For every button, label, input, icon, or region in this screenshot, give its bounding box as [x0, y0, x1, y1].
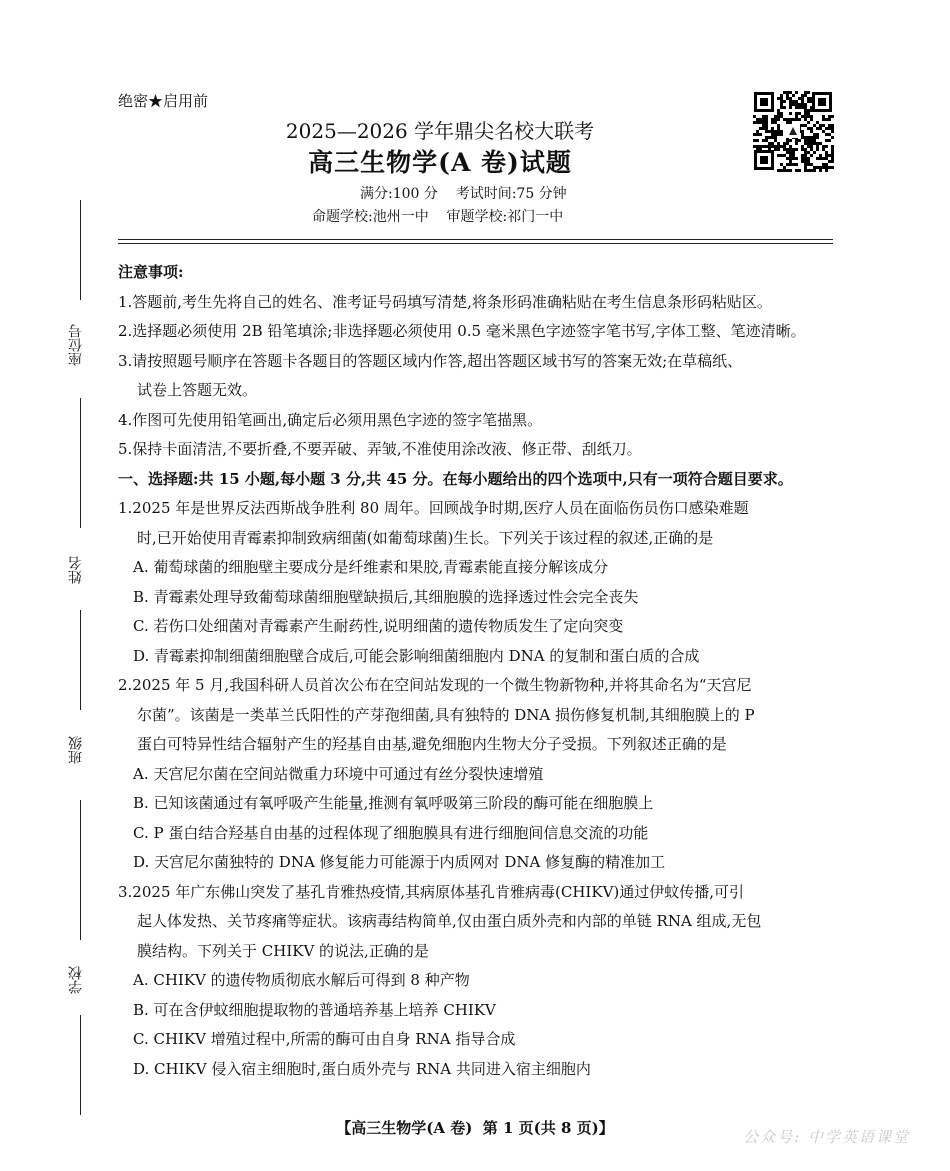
option-b: B. 可在含伊蚊细胞提取物的普通培养基上培养 CHIKV	[133, 1000, 496, 1019]
note-item: 试卷上答题无效。	[137, 381, 258, 399]
exam-title: 2025—2026 学年鼎尖名校大联考	[285, 119, 595, 143]
header-rule-thick	[118, 239, 833, 240]
question-stem: 起人体发热、关节疼痛等症状。该病毒结构简单,仅由蛋白质外壳和内部的单链 RNA 组成,无包	[137, 912, 762, 930]
score-info: 满分:100 分 考试时间:75 分钟	[360, 186, 567, 202]
question-stem: 2.2025 年 5 月,我国科研人员首次公布在空间站发现的一个微生物新物种,并将其命名为“天宫尼	[118, 676, 752, 694]
note-item: 5.保持卡面清洁,不要折叠,不要弄破、弄皱,不准使用涂改液、修正带、刮纸刀。	[118, 440, 642, 458]
option-c: C. 若伤口处细菌对青霉素产生耐药性,说明细菌的遗传物质发生了定向突变	[133, 617, 624, 635]
note-item: 2.选择题必须使用 2B 铅笔填涂;非选择题必须使用 0.5 毫米黑色字迹签字笔书写,字体工整、笔迹清晰。	[118, 322, 806, 340]
secret-label: 绝密★启用前	[118, 92, 209, 110]
option-c: C. CHIKV 增殖过程中,所需的酶可由自身 RNA 指导合成	[133, 1030, 516, 1048]
question-stem: 时,已开始使用青霉素抑制致病细菌(如葡萄球菌)生长。下列关于该过程的叙述,正确的是	[137, 528, 714, 547]
section-heading: 一、选择题:共 15 小题,每小题 3 分,共 45 分。在每小题给出的四个选项中,只有一项符合题目要求。	[118, 469, 793, 488]
question-3	[118, 878, 838, 1085]
question-1	[118, 494, 838, 671]
binding-line	[80, 200, 81, 300]
paper-title: 高三生物学(A 卷)试题	[308, 148, 572, 177]
binding-line	[80, 398, 81, 528]
name-label: 姓名	[68, 556, 84, 584]
option-a: A. CHIKV 的遗传物质彻底水解后可得到 8 种产物	[133, 971, 470, 989]
option-a: A. 葡萄球菌的细胞壁主要成分是纤维素和果胶,青霉素能直接分解该成分	[133, 558, 609, 576]
exam-content	[118, 258, 838, 1084]
option-c: C. P 蛋白结合羟基自由基的过程体现了细胞膜具有进行细胞间信息交流的功能	[133, 823, 649, 842]
school-info: 命题学校:池州一中 审题学校:祁门一中	[312, 209, 564, 225]
option-b: B. 已知该菌通过有氧呼吸产生能量,推测有氧呼吸第三阶段的酶可能在细胞膜上	[133, 794, 654, 812]
seat-number-label: 座位号	[68, 324, 84, 366]
question-stem: 3.2025 年广东佛山突发了基孔肯雅热疫情,其病原体基孔肯雅病毒(CHIKV)通过伊蚊传播,可引	[118, 882, 745, 901]
binding-line	[80, 610, 81, 710]
note-item: 3.请按照题号顺序在答题卡各题目的答题区域内作答,超出答题区域书写的答案无效;在草稿纸、	[118, 351, 743, 370]
qr-code-icon	[752, 90, 834, 172]
header-rule-thin	[118, 243, 833, 244]
binding-line	[80, 800, 81, 940]
option-b: B. 青霉素处理导致葡萄球菌细胞壁缺损后,其细胞膜的选择透过性会完全丧失	[133, 587, 639, 606]
option-d: D. 青霉素抑制细菌细胞壁合成后,可能会影响细菌细胞内 DNA 的复制和蛋白质的合成	[133, 646, 700, 665]
question-stem: 膜结构。下列关于 CHIKV 的说法,正确的是	[137, 941, 429, 960]
option-a: A. 天宫尼尔菌在空间站微重力环境中可通过有丝分裂快速增殖	[133, 764, 544, 783]
option-d: D. 天宫尼尔菌独特的 DNA 修复能力可能源于内质网对 DNA 修复酶的精准加工	[133, 853, 666, 871]
option-d: D. CHIKV 侵入宿主细胞时,蛋白质外壳与 RNA 共同进入宿主细胞内	[133, 1059, 591, 1078]
binding-line	[80, 1015, 81, 1115]
school-label: 学校	[68, 966, 84, 994]
question-stem: 蛋白可特异性结合辐射产生的羟基自由基,避免细胞内生物大分子受损。下列叙述正确的是	[137, 735, 727, 753]
watermark: 公众号: 中学英语课堂	[743, 1128, 910, 1146]
note-item: 4.作图可先使用铅笔画出,确定后必须用黑色字迹的签字笔描黑。	[118, 410, 543, 429]
page-footer: 【高三生物学(A 卷) 第 1 页(共 8 页)】	[336, 1119, 614, 1137]
question-stem: 尔菌”。该菌是一类革兰氏阳性的产芽孢细菌,具有独特的 DNA 损伤修复机制,其细胞膜上的 P	[137, 705, 755, 724]
question-stem: 1.2025 年是世界反法西斯战争胜利 80 周年。回顾战争时期,医疗人员在面临伤员伤口感染难题	[118, 499, 749, 517]
note-item: 1.答题前,考生先将自己的姓名、准考证号码填写清楚,将条形码准确粘贴在考生信息条形码粘贴区。	[118, 292, 772, 311]
class-label: 班级	[68, 736, 84, 764]
notes-title: 注意事项:	[118, 263, 184, 281]
question-2	[118, 671, 838, 878]
